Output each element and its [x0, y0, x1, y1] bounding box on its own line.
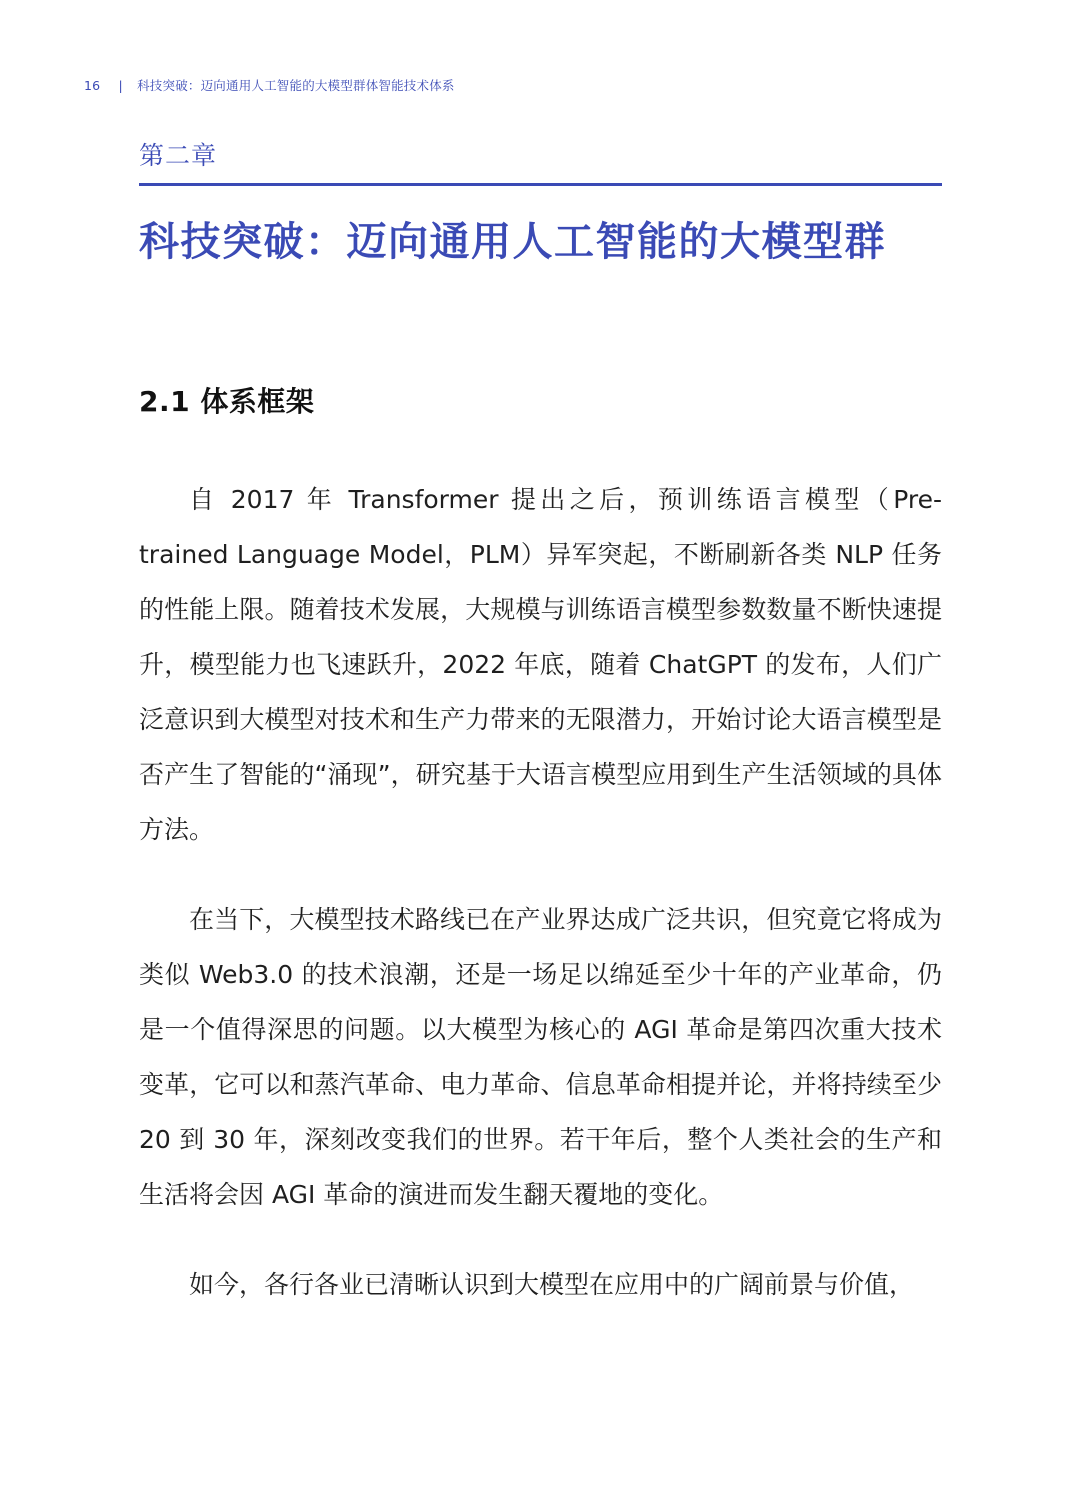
- body-paragraph: 在当下，大模型技术路线已在产业界达成广泛共识，但究竟它将成为类似 Web3.0 的技术浪潮，还是一场足以绵延至少十年的产业革命，仍是一个值得深思的问题。以大模型为核心的 AGI 革命是第四次重大技术变革，它可以和蒸汽革命、电力革命、信息革命相提并论，并将持续至少 20 到 30 年，深刻改变我们的世界。若干年后，整个人类社会的生产和生活将会因 AGI 革命的演进而发生翻天覆地的变化。: [139, 905, 942, 1209]
- chapter-label: 第二章: [139, 141, 218, 170]
- running-header: [84, 76, 455, 94]
- page-number: 16: [84, 78, 101, 93]
- chapter-title: 科技突破：迈向通用人工智能的大模型群: [139, 219, 886, 265]
- running-title: 科技突破：迈向通用人工智能的大模型群体智能技术体系: [137, 78, 455, 93]
- body-paragraph: 自 2017 年 Transformer 提出之后，预训练语言模型（Pre-trained Language Model，PLM）异军突起，不断刷新各类 NLP 任务的性能上限。随着技术发展，大规模与训练语言模型参数数量不断快速提升，模型能力也飞速跃升，2022 年底，随着 ChatGPT 的发布，人们广泛意识到大模型对技术和生产力带来的无限潜力，开始讨论大语言模型是否产生了智能的“涌现”，研究基于大语言模型应用到生产生活领域的具体方法。: [139, 485, 942, 844]
- header-separator: |: [118, 78, 123, 93]
- body-paragraph: 如今，各行各业已清晰认识到大模型在应用中的广阔前景与价值，: [189, 1270, 915, 1299]
- chapter-divider: [139, 183, 942, 186]
- section-title: 2.1 体系框架: [139, 385, 315, 418]
